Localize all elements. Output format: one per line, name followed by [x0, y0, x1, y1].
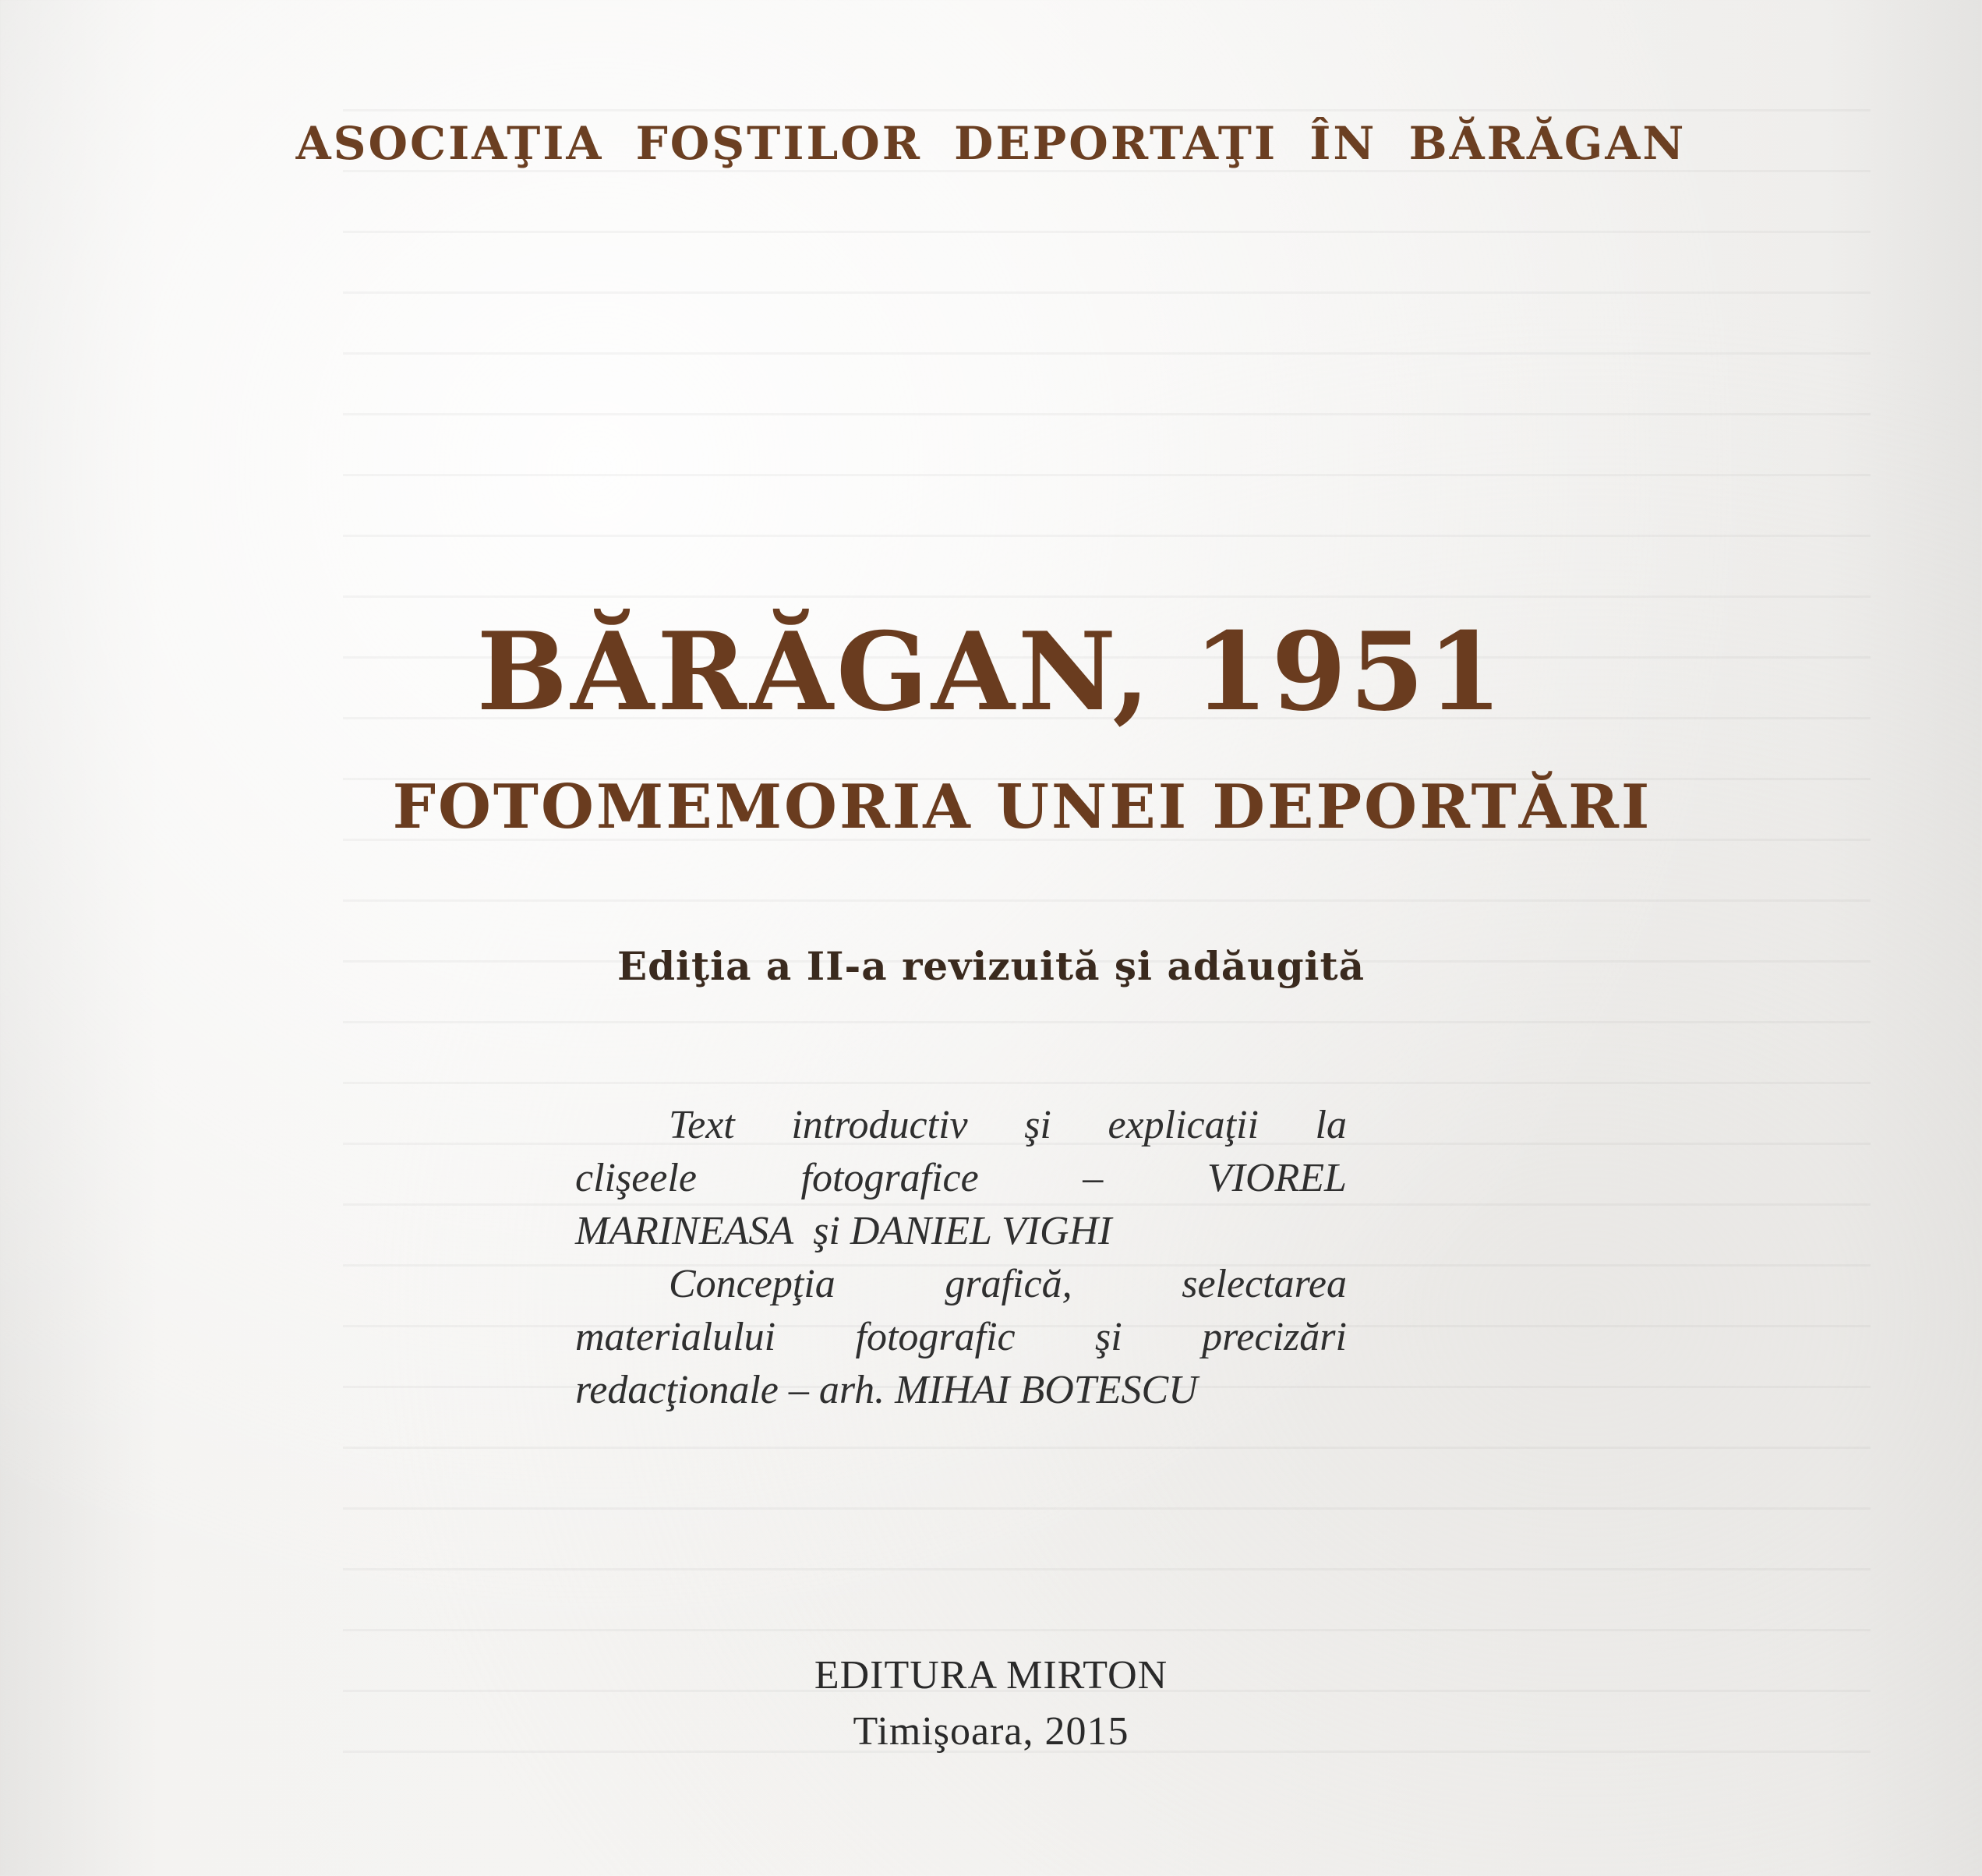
credits-word: –	[1083, 1156, 1104, 1200]
book-subtitle: FOTOMEMORIA UNEI DEPORTĂRI	[392, 772, 1652, 843]
credits-word: materialului	[575, 1315, 776, 1359]
credits-word: şi	[1095, 1315, 1122, 1359]
credits-line-2	[575, 1152, 1347, 1205]
credits-line-4	[575, 1258, 1347, 1311]
credits-word: fotografic	[855, 1315, 1016, 1359]
credits-line-1	[575, 1099, 1347, 1152]
credits-designer: redacţionale – arh. MIHAI BOTESCU	[575, 1368, 1198, 1412]
credits-line-3	[575, 1205, 1347, 1258]
credits-line-5	[575, 1311, 1347, 1364]
credits-word: Text	[669, 1103, 735, 1147]
credits-word: clişeele	[575, 1156, 697, 1200]
book-title: BĂRĂGAN, 1951	[476, 608, 1506, 735]
credits-word: explicaţii	[1108, 1103, 1259, 1147]
credits-word: grafică,	[945, 1262, 1072, 1306]
credits-word: VIOREL	[1207, 1156, 1347, 1200]
credits-word: Concepţia	[669, 1262, 836, 1306]
credits-block	[575, 1099, 1347, 1417]
credits-line-6	[575, 1364, 1347, 1417]
publisher-name: EDITURA MIRTON	[814, 1653, 1168, 1698]
credits-word: şi	[1024, 1103, 1051, 1147]
association-heading: ASOCIAŢIA FOŞTILOR DEPORTAŢI ÎN BĂRĂGAN	[295, 117, 1687, 170]
credits-word: la	[1315, 1103, 1347, 1147]
credits-authors: MARINEASA şi DANIEL VIGHI	[575, 1209, 1112, 1253]
credits-word: introductiv	[791, 1103, 968, 1147]
publication-place-year: Timişoara, 2015	[853, 1709, 1129, 1754]
edition-note: Ediţia a II-a revizuită şi adăugită	[617, 943, 1365, 989]
credits-word: selectarea	[1182, 1262, 1347, 1306]
credits-word: fotografice	[800, 1156, 979, 1200]
credits-word: precizări	[1202, 1315, 1347, 1359]
